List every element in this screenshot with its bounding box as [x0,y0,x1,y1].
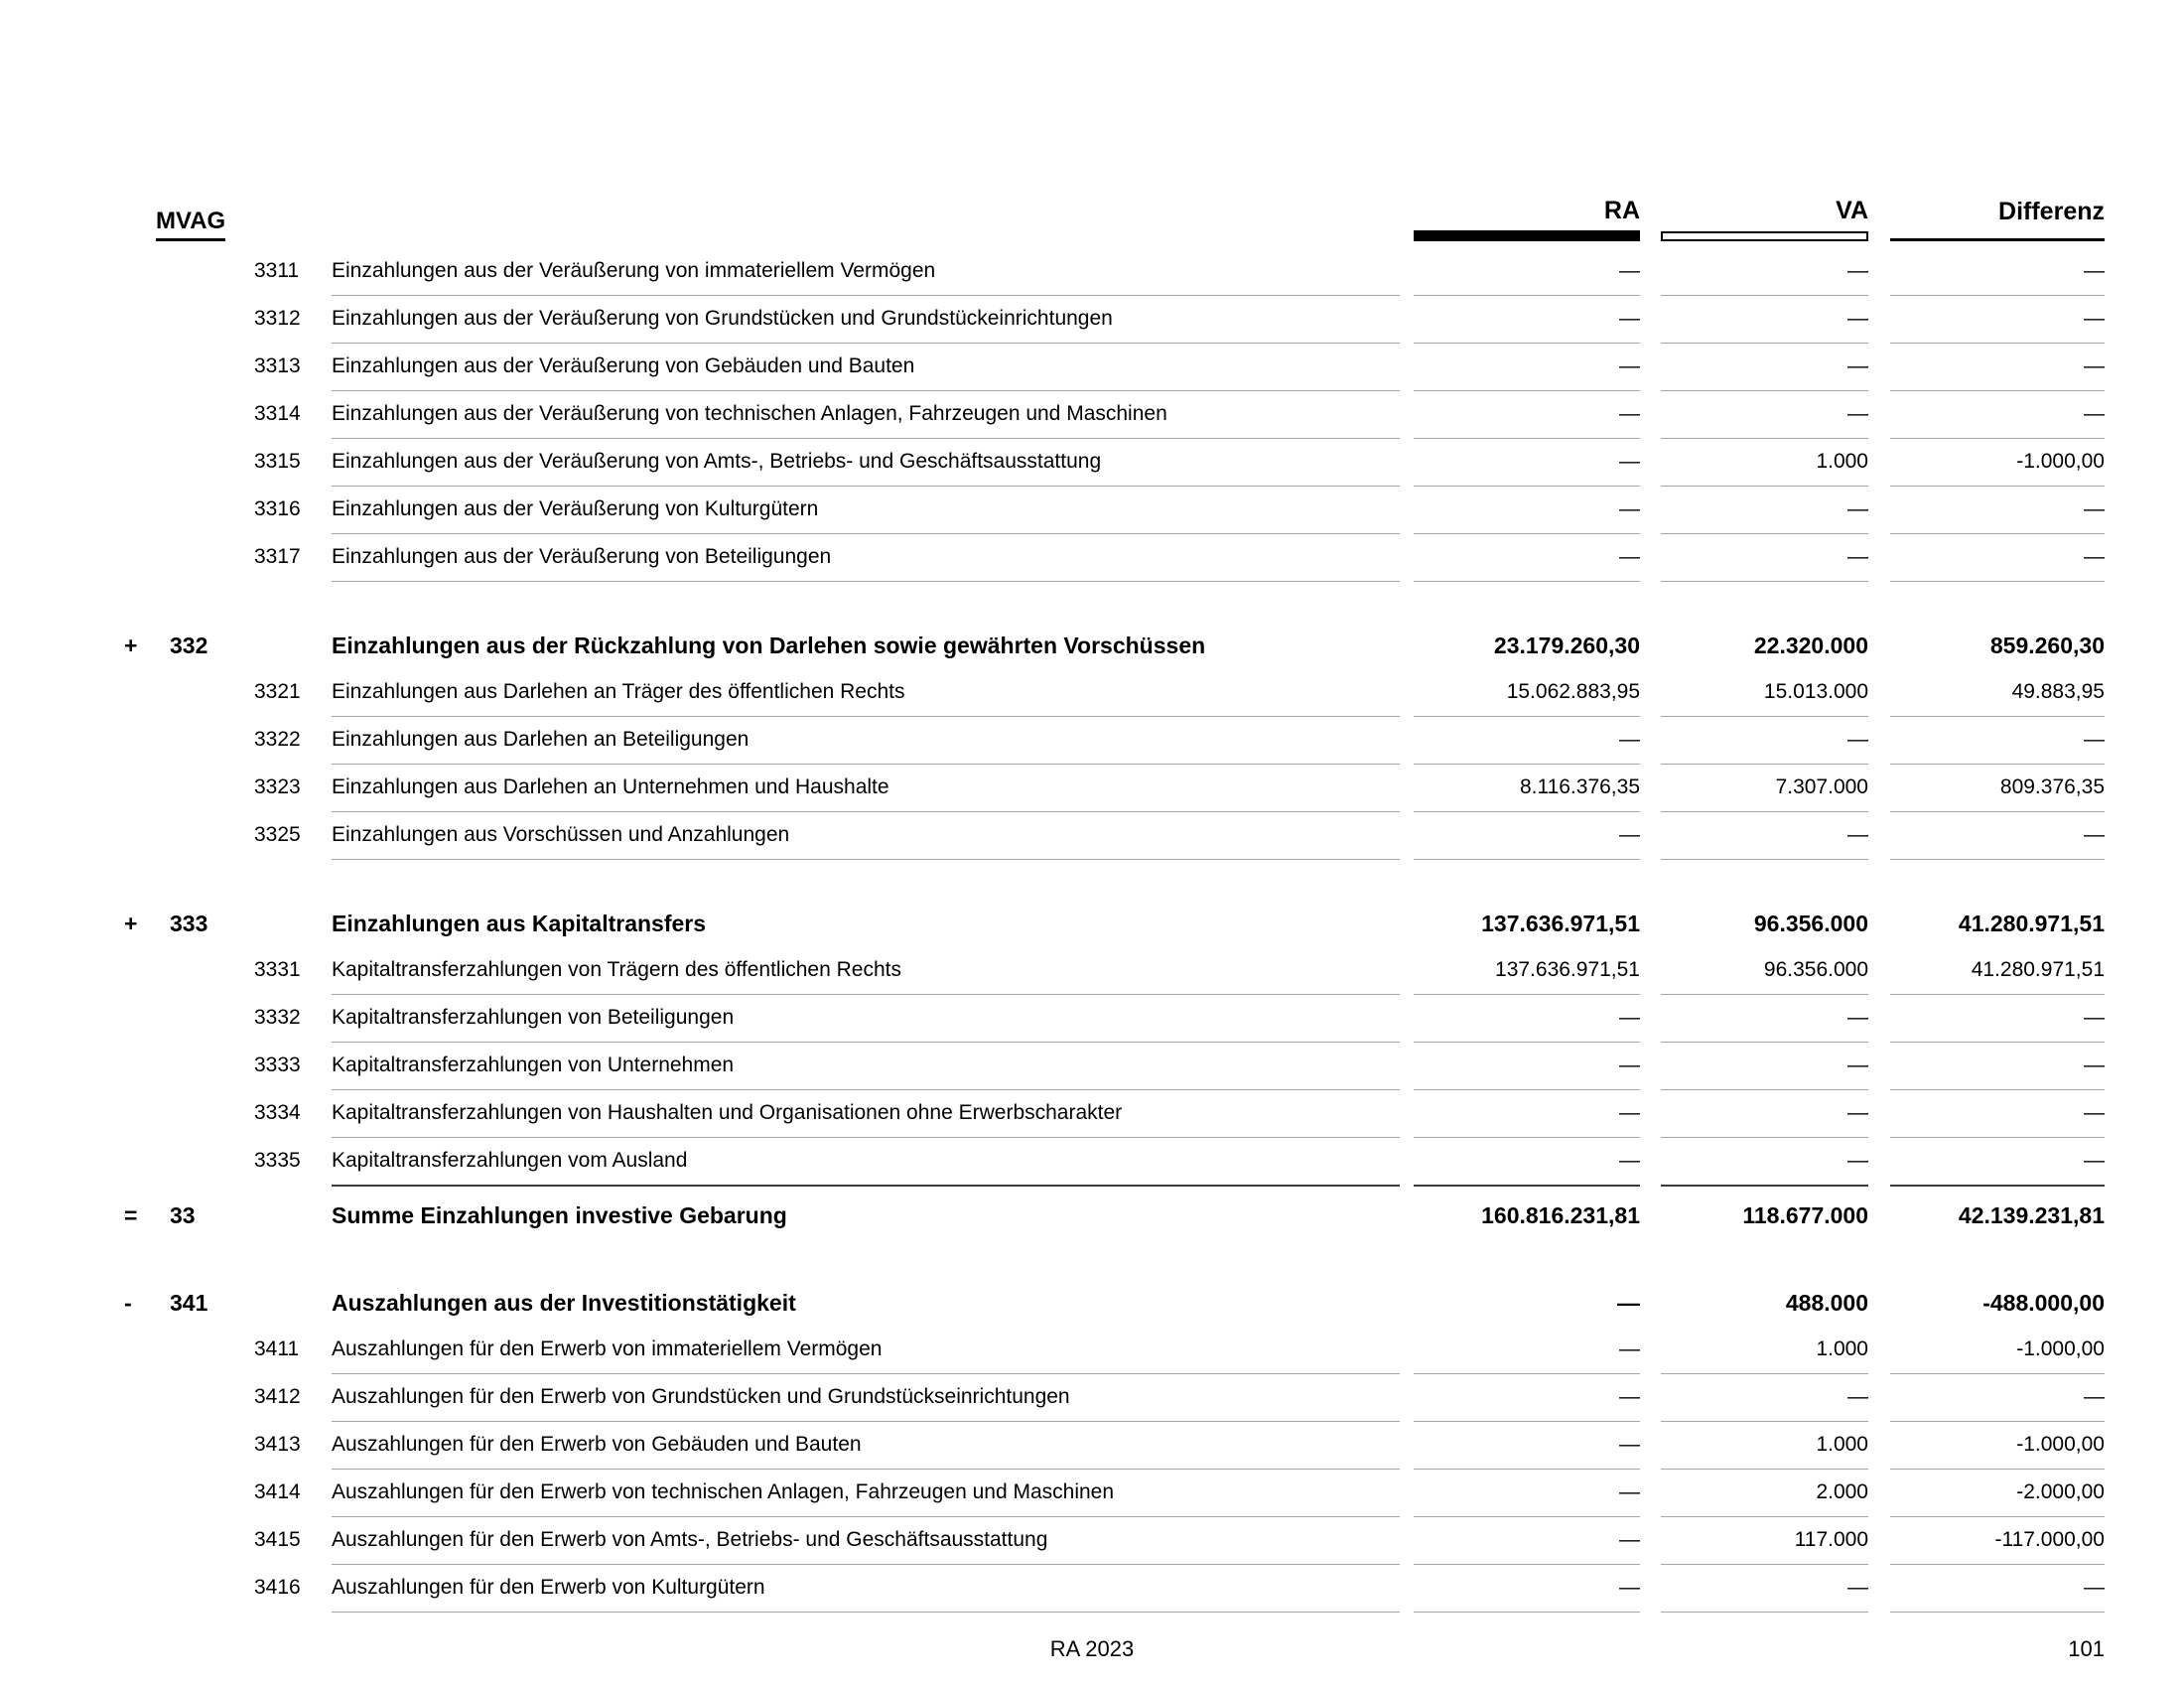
row-va-value: 488.000 [1785,1289,1868,1316]
footer-page-number: 101 [2068,1636,2105,1661]
ra-column-label: RA [1603,197,1640,224]
row-sign [124,716,170,765]
row-diff-value: — [1890,1564,2105,1613]
table-row [124,295,2105,343]
row-description: Einzahlungen aus der Veräußerung von Gebäuden und Bauten [332,343,1400,391]
row-ra-value: — [1414,1326,1640,1374]
row-diff-value: — [1890,994,2105,1043]
row-ra-value: 15.062.883,95 [1414,668,1640,717]
row-group-code [170,1469,254,1517]
row-diff-value: -1.000,00 [1890,1421,2105,1470]
row-ra-value: — [1414,811,1640,860]
row-ra-value: — [1414,1373,1640,1422]
row-description: Auszahlungen aus der Investitionstätigkeit [332,1289,796,1316]
row-detail-code: 3316 [254,496,301,520]
row-sign: = [124,1201,138,1228]
table-row [124,623,2105,668]
row-detail-code: 3411 [254,1336,300,1360]
row-detail-code: 3333 [254,1053,301,1076]
row-detail-code: 3313 [254,353,301,377]
row-group-code [170,994,254,1043]
row-group-code [170,390,254,439]
row-diff-value: — [1890,533,2105,582]
table-row [124,668,2105,716]
row-detail-code [254,1280,332,1326]
row-va-value: 1.000 [1661,438,1868,487]
row-va-value: 117.000 [1661,1516,1868,1565]
row-sign [124,764,170,812]
row-ra-value: — [1414,716,1640,765]
row-va-value: 118.677.000 [1742,1201,1868,1228]
row-sign [124,343,170,391]
row-group-code [170,946,254,995]
row-description: Einzahlungen aus der Veräußerung von Kulturgütern [332,486,1400,534]
row-description: Einzahlungen aus der Veräußerung von technischen Anlagen, Fahrzeugen und Maschinen [332,390,1400,439]
row-diff-value: — [1890,1089,2105,1138]
row-va-value: 15.013.000 [1661,668,1868,717]
row-group-code [170,486,254,534]
row-description: Kapitaltransferzahlungen von Unternehmen [332,1042,1400,1090]
row-detail-code: 3311 [254,258,300,282]
row-diff-value: -2.000,00 [1890,1469,2105,1517]
row-sign [124,1421,170,1470]
row-group-code: 332 [170,632,208,658]
row-diff-value: 41.280.971,51 [1958,910,2105,936]
table-row [124,486,2105,533]
table-header [124,197,2105,241]
row-description: Kapitaltransferzahlungen von Trägern des öffentlichen Rechts [332,946,1400,995]
row-ra-value: 8.116.376,35 [1414,764,1640,812]
row-description: Einzahlungen aus Darlehen an Unternehmen und Haushalte [332,764,1400,812]
row-sign [124,1469,170,1517]
row-detail-code: 3321 [254,679,301,703]
row-va-value: — [1661,1089,1868,1138]
table-row [124,247,2105,295]
row-detail-code: 3323 [254,774,301,798]
row-sign [124,390,170,439]
row-diff-value: 42.139.231,81 [1958,1201,2105,1228]
row-group-code [170,716,254,765]
row-diff-value: — [1890,247,2105,296]
row-description: Kapitaltransferzahlungen vom Ausland [332,1137,1400,1187]
row-detail-code: 3334 [254,1100,301,1124]
row-description: Einzahlungen aus der Veräußerung von Amts-, Betriebs- und Geschäftsausstattung [332,438,1400,487]
row-description: Auszahlungen für den Erwerb von Gebäuden und Bauten [332,1421,1400,1470]
row-description: Einzahlungen aus der Veräußerung von immateriellem Vermögen [332,247,1400,296]
row-ra-value: — [1414,343,1640,391]
mvag-header-cell [124,208,332,241]
row-va-value: — [1661,1042,1868,1090]
row-ra-value: — [1414,1516,1640,1565]
table-row [124,533,2105,581]
row-detail-code: 3312 [254,306,301,330]
row-sign [124,1326,170,1374]
table-row [124,1193,2105,1238]
row-description: Einzahlungen aus der Veräußerung von Beteiligungen [332,533,1400,582]
row-diff-value: -117.000,00 [1890,1516,2105,1565]
row-diff-value: -1.000,00 [1890,1326,2105,1374]
row-sign: - [124,1289,132,1316]
row-group-code [170,533,254,582]
table-row [124,1373,2105,1421]
row-diff-value: — [1890,1137,2105,1187]
table-row [124,1564,2105,1612]
row-group-code: 333 [170,910,208,936]
row-group-code [170,247,254,296]
table-row [124,438,2105,486]
row-sign [124,1042,170,1090]
table-row [124,811,2105,859]
row-group-code [170,438,254,487]
row-ra-value: — [1414,1089,1640,1138]
row-diff-value: -1.000,00 [1890,438,2105,487]
footer-title: RA 2023 [1049,1636,1135,1661]
row-sign: + [124,632,138,658]
row-detail-code: 3416 [254,1575,301,1599]
row-description: Auszahlungen für den Erwerb von Grundstücken und Grundstückseinrichtungen [332,1373,1400,1422]
row-description: Kapitaltransferzahlungen von Haushalten und Organisationen ohne Erwerbscharakter [332,1089,1400,1138]
row-va-value: — [1661,716,1868,765]
row-ra-value: — [1414,1421,1640,1470]
row-sign [124,1516,170,1565]
row-va-value: — [1661,1564,1868,1613]
row-diff-value: — [1890,1373,2105,1422]
row-group-code [170,811,254,860]
row-detail-code: 3314 [254,401,301,425]
row-va-value: — [1661,1137,1868,1187]
mvag-label: MVAG [156,208,225,241]
row-va-value: — [1661,486,1868,534]
row-ra-value: — [1414,1042,1640,1090]
row-detail-code: 3325 [254,822,301,846]
row-diff-value: — [1890,811,2105,860]
row-group-code [170,1516,254,1565]
row-detail-code: 3317 [254,544,301,568]
row-ra-value: — [1414,1137,1640,1187]
table-row [124,1516,2105,1564]
row-detail-code: 3412 [254,1384,301,1408]
row-va-value: — [1661,994,1868,1043]
va-header-bar [1661,231,1868,241]
row-group-code [170,1421,254,1470]
row-diff-value: — [1890,1042,2105,1090]
row-va-value: — [1661,533,1868,582]
row-ra-value: — [1414,486,1640,534]
table-row [124,1137,2105,1185]
row-ra-value: — [1414,390,1640,439]
ra-header-bar [1414,230,1640,241]
row-group-code [170,1137,254,1187]
row-ra-value: 137.636.971,51 [1414,946,1640,995]
row-ra-value: — [1414,533,1640,582]
row-sign: + [124,910,138,936]
row-detail-code: 3414 [254,1479,301,1503]
row-va-value: 22.320.000 [1753,632,1868,658]
table-row [124,764,2105,811]
row-group-code [170,1373,254,1422]
row-va-value: 96.356.000 [1753,910,1868,936]
row-va-value: 96.356.000 [1661,946,1868,995]
table-row [124,1280,2105,1326]
row-sign [124,946,170,995]
table-row [124,716,2105,764]
row-description: Einzahlungen aus der Veräußerung von Grundstücken und Grundstückeinrichtungen [332,295,1400,344]
row-va-value: — [1661,295,1868,344]
table-row [124,1469,2105,1516]
row-sign [124,1089,170,1138]
differenz-header-rule [1890,238,2105,241]
row-description: Auszahlungen für den Erwerb von Kulturgütern [332,1564,1400,1613]
row-detail-code [254,1193,332,1238]
row-sign [124,247,170,296]
row-sign [124,438,170,487]
row-ra-value: 137.636.971,51 [1481,910,1640,936]
row-ra-value: — [1617,1289,1640,1316]
row-va-value: — [1661,390,1868,439]
row-diff-value: 49.883,95 [1890,668,2105,717]
row-va-value: — [1661,811,1868,860]
row-sign [124,1137,170,1187]
row-description: Summe Einzahlungen investive Gebarung [332,1201,787,1228]
row-description: Auszahlungen für den Erwerb von Amts-, Betriebs- und Geschäftsausstattung [332,1516,1400,1565]
table-row [124,390,2105,438]
row-sign [124,533,170,582]
row-group-code [170,1042,254,1090]
row-detail-code [254,901,332,946]
row-sign [124,1373,170,1422]
row-detail-code: 3315 [254,449,301,473]
row-description: Einzahlungen aus Darlehen an Beteiligungen [332,716,1400,765]
row-diff-value: — [1890,716,2105,765]
row-detail-code: 3415 [254,1527,301,1551]
row-description: Einzahlungen aus Vorschüssen und Anzahlungen [332,811,1400,860]
table-row [124,1089,2105,1137]
row-description: Einzahlungen aus der Rückzahlung von Darlehen sowie gewährten Vorschüssen [332,632,1206,658]
row-group-code: 341 [170,1289,208,1316]
row-description: Auszahlungen für den Erwerb von immateriellem Vermögen [332,1326,1400,1374]
row-group-code [170,343,254,391]
row-detail-code: 3331 [254,957,301,981]
row-va-value: 1.000 [1661,1326,1868,1374]
row-description: Kapitaltransferzahlungen von Beteiligungen [332,994,1400,1043]
row-group-code [170,764,254,812]
row-diff-value: 41.280.971,51 [1890,946,2105,995]
row-sign [124,486,170,534]
row-group-code [170,295,254,344]
row-detail-code: 3332 [254,1005,301,1029]
row-ra-value: — [1414,1564,1640,1613]
row-ra-value: — [1414,1469,1640,1517]
differenz-column-label: Differenz [1998,198,2105,225]
table-body [124,247,2105,1612]
row-ra-value: 160.816.231,81 [1481,1201,1640,1228]
table-row [124,1042,2105,1089]
row-diff-value: — [1890,486,2105,534]
row-description: Einzahlungen aus Kapitaltransfers [332,910,707,936]
row-group-code [170,1089,254,1138]
row-ra-value: — [1414,438,1640,487]
row-sign [124,668,170,717]
report-page [124,197,2105,1612]
row-ra-value: 23.179.260,30 [1493,632,1640,658]
row-va-value: — [1661,247,1868,296]
row-ra-value: — [1414,295,1640,344]
column-header-ra [1414,197,1640,241]
row-diff-value: — [1890,390,2105,439]
row-detail-code: 3413 [254,1432,301,1456]
row-ra-value: — [1414,994,1640,1043]
row-va-value: 2.000 [1661,1469,1868,1517]
row-group-code [170,668,254,717]
row-detail-code [254,623,332,668]
row-diff-value: — [1890,343,2105,391]
row-va-value: 7.307.000 [1661,764,1868,812]
row-sign [124,295,170,344]
table-row [124,1421,2105,1469]
column-header-differenz [1890,198,2105,241]
row-sign [124,994,170,1043]
row-va-value: — [1661,343,1868,391]
table-row [124,343,2105,390]
table-row [124,946,2105,994]
row-group-code [170,1564,254,1613]
row-description: Auszahlungen für den Erwerb von technischen Anlagen, Fahrzeugen und Maschinen [332,1469,1400,1517]
row-detail-code: 3335 [254,1148,301,1172]
row-group-code [170,1326,254,1374]
row-group-code: 33 [170,1201,196,1228]
row-va-value: — [1661,1373,1868,1422]
row-diff-value: 859.260,30 [1989,632,2105,658]
table-row [124,1326,2105,1373]
va-column-label: VA [1836,197,1868,224]
row-description: Einzahlungen aus Darlehen an Träger des öffentlichen Rechts [332,668,1400,717]
row-diff-value: 809.376,35 [1890,764,2105,812]
row-sign [124,811,170,860]
row-va-value: 1.000 [1661,1421,1868,1470]
row-diff-value: — [1890,295,2105,344]
row-sign [124,1564,170,1613]
table-row [124,901,2105,946]
row-ra-value: — [1414,247,1640,296]
row-diff-value: -488.000,00 [1982,1289,2105,1316]
table-row [124,994,2105,1042]
column-header-va [1661,197,1868,241]
row-detail-code: 3322 [254,727,301,751]
